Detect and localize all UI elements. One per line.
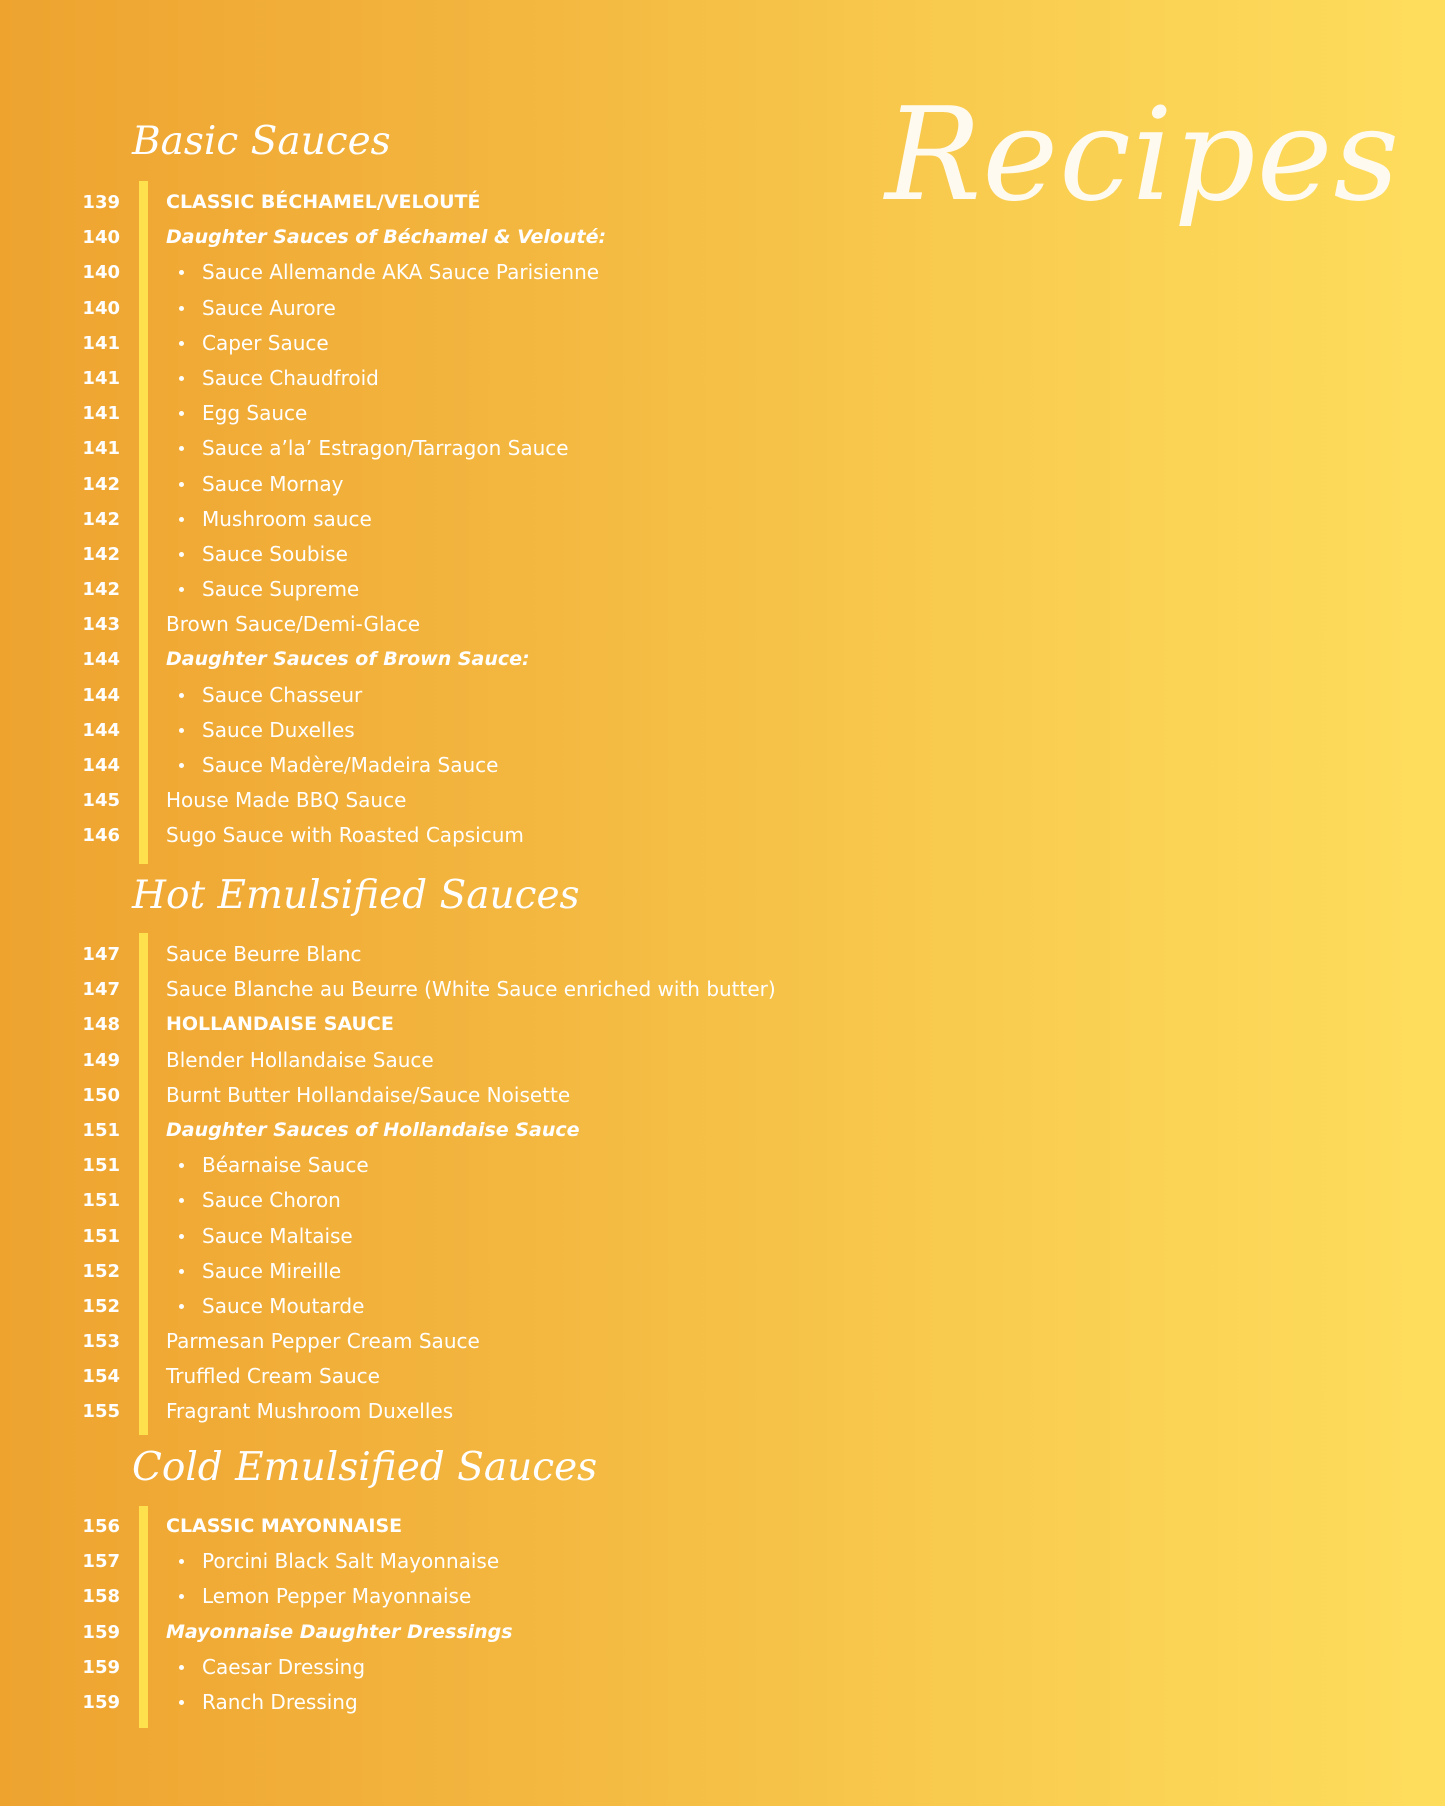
bullet-icon — [179, 728, 184, 733]
entry-title: Burnt Butter Hollandaise/Sauce Noisette — [166, 1082, 571, 1107]
page-number: 140 — [82, 297, 120, 319]
page-number: 153 — [82, 1331, 120, 1353]
bullet-icon — [179, 1304, 184, 1309]
entry-title: Daughter Sauces of Béchamel & Velouté: — [166, 226, 607, 249]
entry-title: Sauce Moutarde — [202, 1293, 365, 1318]
page-number: 140 — [82, 262, 120, 284]
entry-title: Fragrant Mushroom Duxelles — [166, 1399, 454, 1424]
page-number: 159 — [82, 1691, 120, 1713]
entry-title: Porcini Black Salt Mayonnaise — [202, 1549, 500, 1574]
toc-entry — [0, 1289, 900, 1324]
page-number: 156 — [82, 1516, 120, 1537]
toc-entry — [0, 748, 900, 783]
toc-entry — [0, 783, 900, 818]
entry-title: Sauce Beurre Blanc — [166, 942, 362, 966]
toc-entry — [0, 1078, 900, 1113]
entry-title: Brown Sauce/Demi-Glace — [166, 612, 421, 637]
toc-list — [0, 1509, 900, 1720]
bullet-icon — [179, 482, 184, 487]
entry-title: Sauce Blanche au Beurre (White Sauce enriched with butter) — [166, 977, 776, 1002]
toc-entry — [0, 1579, 900, 1614]
bullet-icon — [179, 1665, 184, 1670]
page-title: Recipes — [885, 81, 1401, 230]
bullet-icon — [179, 1559, 184, 1564]
toc-entry — [0, 937, 900, 972]
entry-title: Sugo Sauce with Roasted Capsicum — [166, 823, 524, 848]
toc-list — [0, 937, 900, 1430]
entry-title: Sauce Soubise — [202, 541, 348, 566]
page-number: 144 — [82, 649, 120, 671]
toc-entry — [0, 1219, 900, 1254]
toc-entry — [0, 537, 900, 572]
bullet-icon — [179, 552, 184, 557]
page-number: 146 — [82, 825, 120, 847]
page-number: 141 — [82, 332, 120, 354]
entry-title: Lemon Pepper Mayonnaise — [202, 1584, 472, 1609]
toc-entry — [0, 1509, 900, 1544]
toc-entry — [0, 255, 900, 290]
page-number: 141 — [82, 403, 120, 425]
page-number: 151 — [82, 1155, 120, 1177]
page-number: 142 — [82, 579, 120, 601]
page-number: 141 — [82, 438, 120, 460]
page-number: 151 — [82, 1190, 120, 1212]
entry-title: Sauce Allemande AKA Sauce Parisienne — [202, 260, 600, 285]
entry-title: CLASSIC MAYONNAISE — [166, 1515, 403, 1537]
toc-list — [0, 185, 900, 854]
page-number: 159 — [82, 1656, 120, 1678]
entry-title: CLASSIC BÉCHAMEL/VELOUTÉ — [166, 191, 481, 213]
toc-entry — [0, 972, 900, 1007]
toc-entry — [0, 1113, 900, 1148]
page-number: 142 — [82, 508, 120, 530]
page-number: 142 — [82, 543, 120, 565]
toc-entry — [0, 678, 900, 713]
bullet-icon — [179, 587, 184, 592]
section-heading: Cold Emulsified Sauces — [132, 1445, 598, 1490]
entry-title: Daughter Sauces of Hollandaise Sauce — [166, 1118, 580, 1141]
toc-entry — [0, 818, 900, 853]
bullet-icon — [179, 1198, 184, 1203]
entry-title: Sauce Mireille — [202, 1258, 342, 1283]
page-number: 151 — [82, 1119, 120, 1141]
page-number: 158 — [82, 1586, 120, 1608]
bullet-icon — [179, 341, 184, 346]
toc-entry — [0, 185, 900, 220]
page-number: 140 — [82, 227, 120, 249]
bullet-icon — [179, 693, 184, 698]
entry-title: Mayonnaise Daughter Dressings — [166, 1620, 513, 1643]
bullet-icon — [179, 270, 184, 275]
toc-entry — [0, 1685, 900, 1720]
toc-entry — [0, 1650, 900, 1685]
entry-title: Sauce Choron — [202, 1188, 341, 1213]
entry-title: Sauce a’la’ Estragon/Tarragon Sauce — [202, 436, 569, 461]
bullet-icon — [179, 446, 184, 451]
toc-entry — [0, 1007, 900, 1042]
entry-title: Caper Sauce — [202, 330, 329, 355]
page-number: 150 — [82, 1084, 120, 1106]
entry-title: HOLLANDAISE SAUCE — [166, 1013, 394, 1036]
page-number: 155 — [82, 1401, 120, 1423]
bullet-icon — [179, 517, 184, 522]
page-number: 144 — [82, 684, 120, 706]
toc-entry — [0, 220, 900, 255]
entry-title: Béarnaise Sauce — [202, 1153, 369, 1178]
entry-title: Sauce Maltaise — [202, 1223, 353, 1248]
toc-entry — [0, 1183, 900, 1218]
toc-entry — [0, 1043, 900, 1078]
entry-title: Mushroom sauce — [202, 506, 372, 531]
toc-entry — [0, 1324, 900, 1359]
toc-entry — [0, 1148, 900, 1183]
page-number: 145 — [82, 790, 120, 812]
entry-title: Sauce Chasseur — [202, 682, 363, 707]
entry-title: Blender Hollandaise Sauce — [166, 1047, 434, 1072]
entry-title: Sauce Chaudfroid — [202, 365, 379, 390]
page-number: 152 — [82, 1295, 120, 1317]
bullet-icon — [179, 1700, 184, 1705]
page-number: 157 — [82, 1551, 120, 1573]
bullet-icon — [179, 1594, 184, 1599]
entry-title: Ranch Dressing — [202, 1689, 358, 1714]
bullet-icon — [179, 411, 184, 416]
section-heading: Basic Sauces — [132, 119, 391, 164]
page-number: 141 — [82, 367, 120, 389]
entry-title: Sauce Supreme — [202, 577, 360, 602]
toc-entry — [0, 326, 900, 361]
toc-entry — [0, 396, 900, 431]
bullet-icon — [179, 1163, 184, 1168]
page-number: 147 — [82, 979, 120, 1001]
page-number: 148 — [82, 1014, 120, 1036]
entry-title: House Made BBQ Sauce — [166, 788, 407, 813]
bullet-icon — [179, 763, 184, 768]
toc-entry — [0, 713, 900, 748]
toc-entry — [0, 1394, 900, 1429]
entry-title: Parmesan Pepper Cream Sauce — [166, 1329, 480, 1354]
toc-entry — [0, 572, 900, 607]
page-number: 159 — [82, 1621, 120, 1643]
toc-entry — [0, 1254, 900, 1289]
toc-entry — [0, 1615, 900, 1650]
entry-title: Daughter Sauces of Brown Sauce: — [166, 648, 530, 671]
toc-entry — [0, 642, 900, 677]
section-heading: Hot Emulsified Sauces — [132, 873, 580, 918]
page-number: 144 — [82, 755, 120, 776]
page-number: 142 — [82, 473, 120, 495]
page-number: 143 — [82, 614, 120, 636]
entry-title: Sauce Aurore — [202, 295, 336, 320]
toc-entry — [0, 291, 900, 326]
entry-title: Truffled Cream Sauce — [166, 1364, 380, 1389]
page-number: 154 — [82, 1366, 120, 1388]
page-number: 147 — [82, 944, 120, 965]
entry-title: Egg Sauce — [202, 401, 308, 426]
entry-title: Sauce Mornay — [202, 471, 344, 496]
page-number: 144 — [82, 719, 120, 741]
entry-title: Sauce Duxelles — [202, 717, 355, 742]
toc-entry — [0, 467, 900, 502]
toc-entry — [0, 502, 900, 537]
entry-title: Sauce Madère/Madeira Sauce — [202, 753, 499, 777]
toc-entry — [0, 1544, 900, 1579]
page-number: 152 — [82, 1260, 120, 1282]
page-number: 151 — [82, 1225, 120, 1247]
bullet-icon — [179, 306, 184, 311]
toc-entry — [0, 607, 900, 642]
toc-entry — [0, 1359, 900, 1394]
bullet-icon — [179, 376, 184, 381]
bullet-icon — [179, 1269, 184, 1274]
toc-entry — [0, 361, 900, 396]
entry-title: Caesar Dressing — [202, 1654, 366, 1679]
toc-entry — [0, 431, 900, 466]
page-number: 139 — [82, 192, 120, 213]
bullet-icon — [179, 1234, 184, 1239]
page-number: 149 — [82, 1049, 120, 1071]
